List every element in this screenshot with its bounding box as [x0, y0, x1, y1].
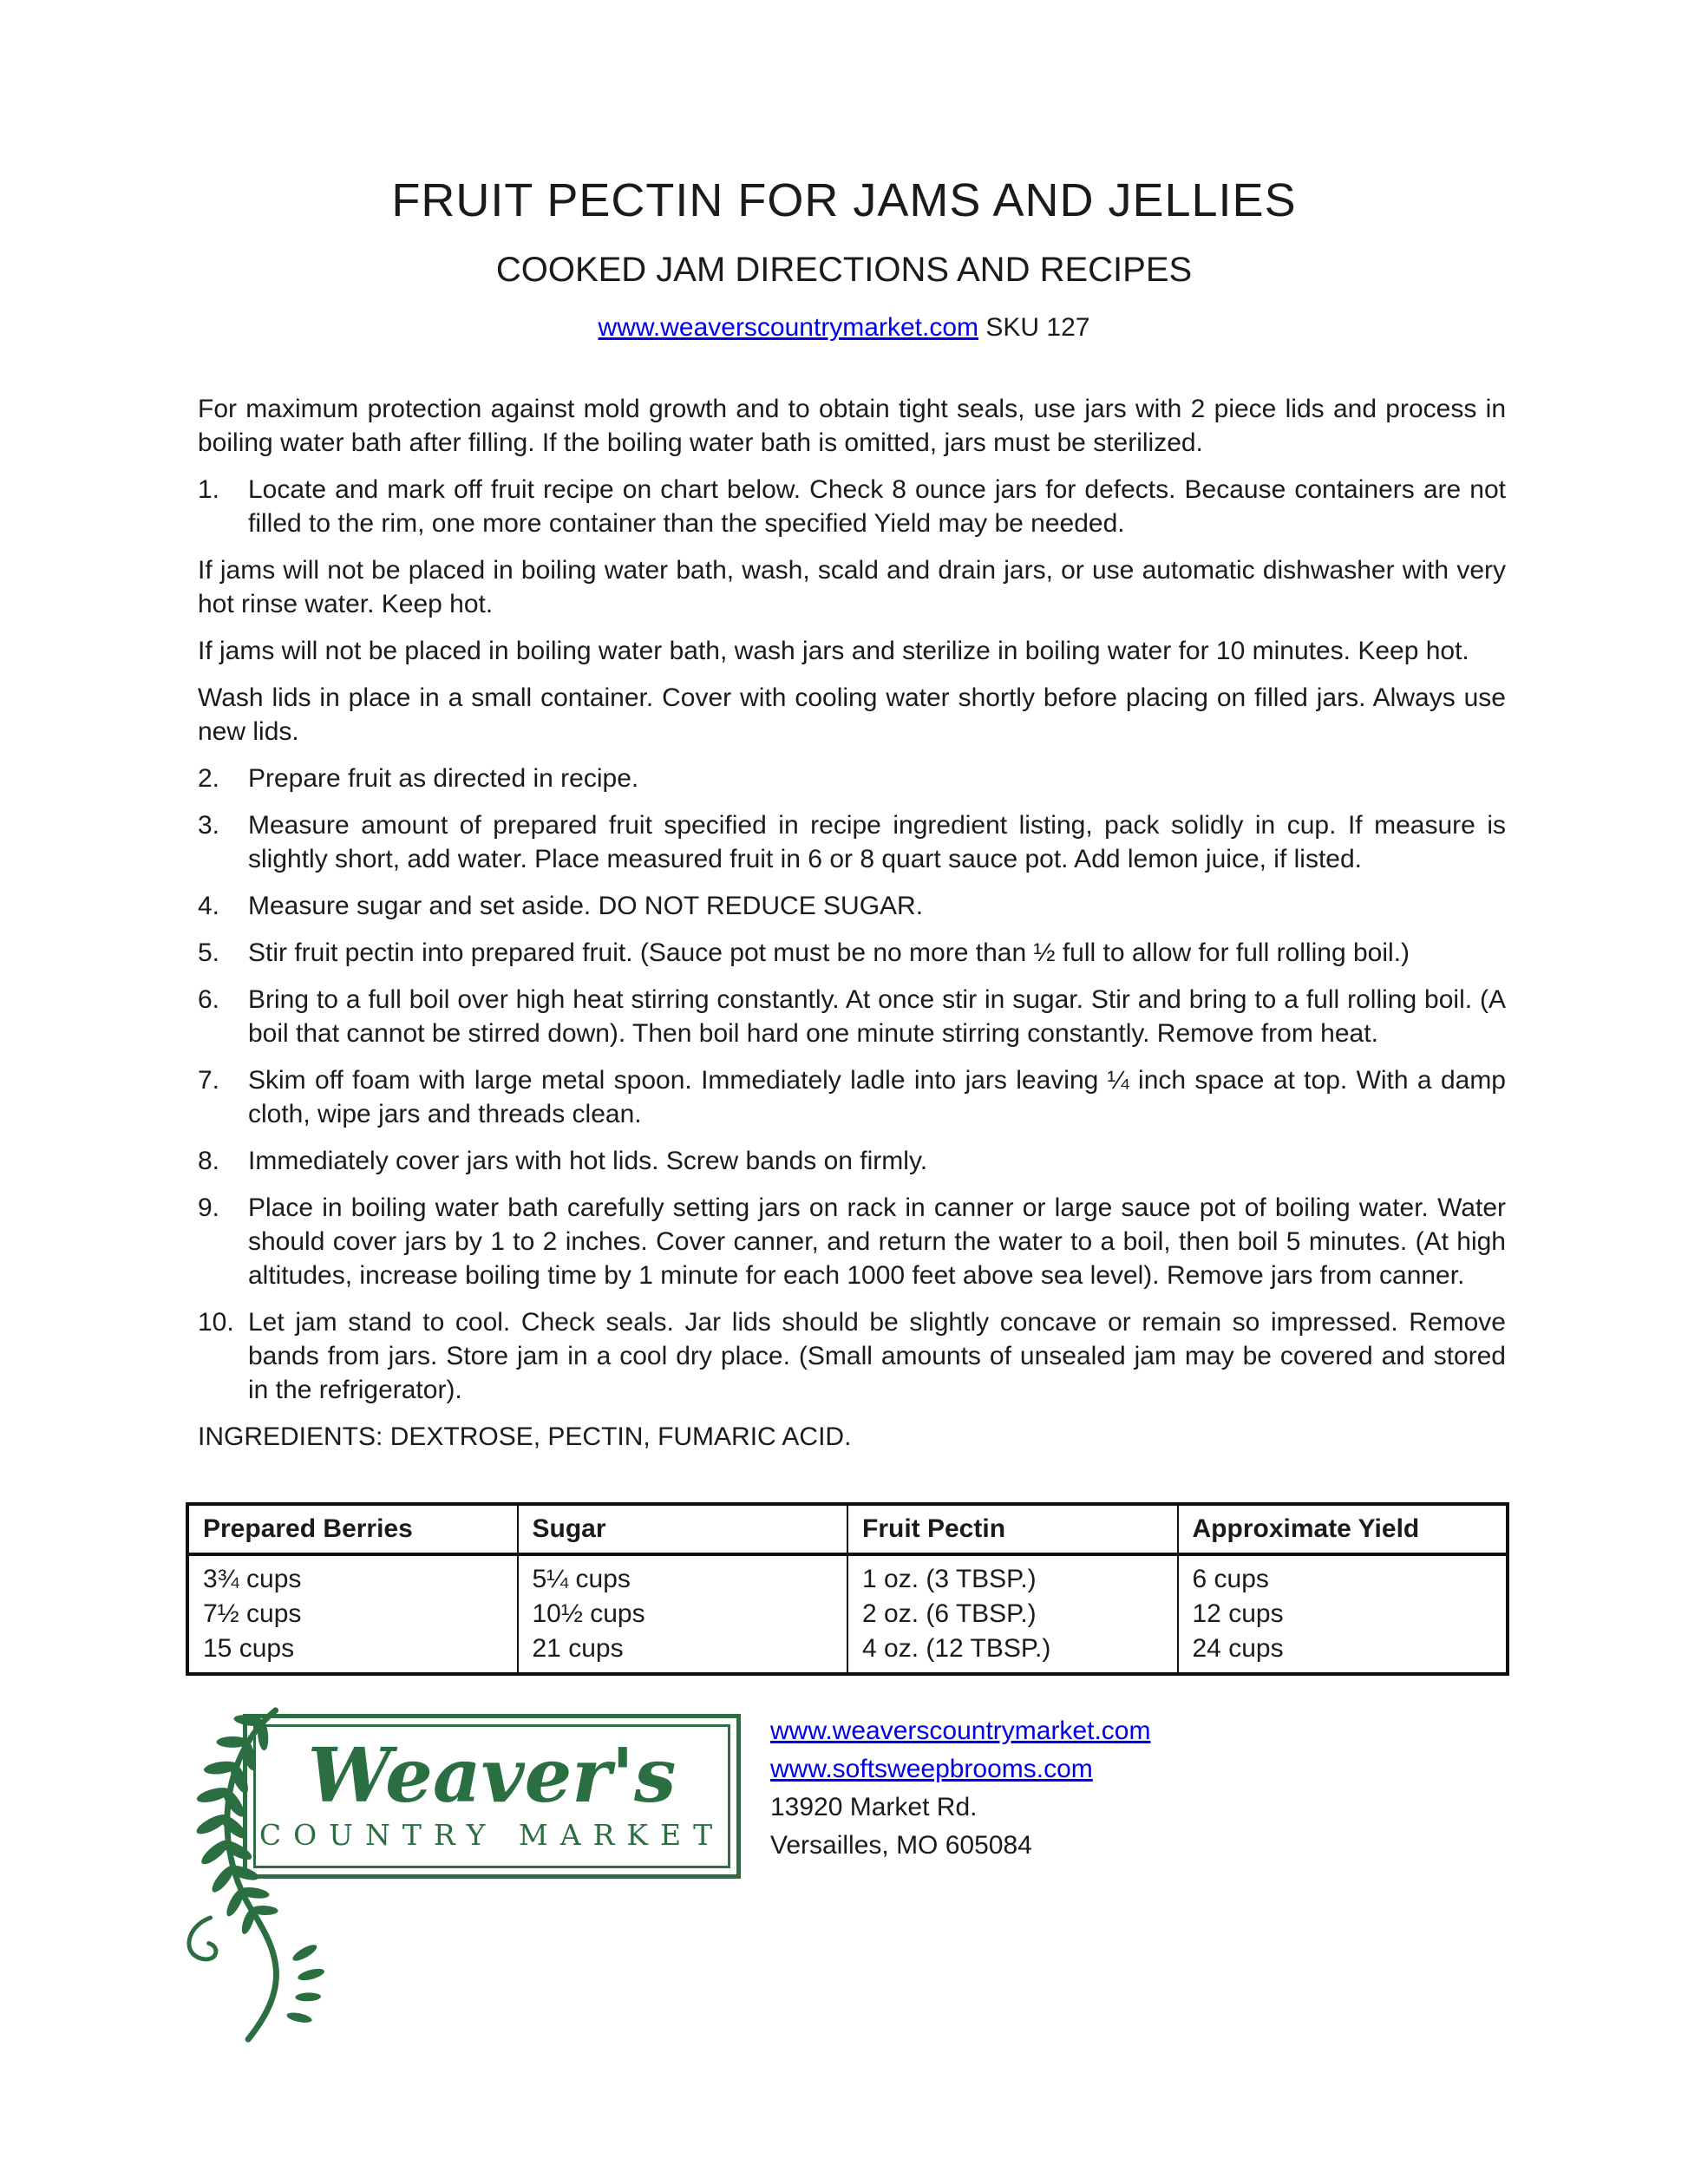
document-footer — [130, 1702, 1688, 2053]
numbered-step-1 — [198, 473, 1506, 540]
step-text: Stir fruit pectin into prepared fruit. (Sauce pot must be no more than ½ full to allow for full rolling boil.) — [248, 938, 1410, 968]
intro-paragraph: For maximum protection against mold growth and to obtain tight seals, use jars with 2 piece lids and process in boiling water bath after filling. If the boiling water bath is omitted, jars must be sterilized. — [198, 395, 1506, 458]
column-header-prepared-berries: Prepared Berries — [187, 1504, 518, 1554]
step-number: 2. — [198, 764, 220, 794]
table-row — [187, 1597, 1508, 1631]
numbered-step-9 — [198, 1191, 1506, 1292]
yield-table — [186, 1502, 1509, 1676]
table-cell: 12 cups — [1178, 1597, 1508, 1631]
address-line-city: Versailles, MO 605084 — [770, 1831, 1032, 1860]
step-number: 10. — [198, 1308, 234, 1337]
footer-contact-block — [770, 1702, 1150, 2053]
numbered-step-4 — [198, 889, 1506, 923]
numbered-step-6 — [198, 983, 1506, 1050]
numbered-step-8 — [198, 1144, 1506, 1178]
note-paragraph: If jams will not be placed in boiling water bath, wash jars and sterilize in boiling water for 10 minutes. Keep hot. — [198, 637, 1469, 666]
step-number: 5. — [198, 938, 220, 968]
table-cell: 3¾ cups — [203, 1565, 302, 1594]
footer-link-softsweep[interactable]: www.softsweepbrooms.com — [770, 1755, 1093, 1784]
table-cell: 15 cups — [203, 1634, 295, 1664]
column-header-sugar: Sugar — [518, 1504, 848, 1554]
numbered-step-3 — [198, 808, 1506, 876]
step-text: Immediately cover jars with hot lids. Screw bands on firmly. — [248, 1147, 928, 1176]
table-cell: 2 oz. (6 TBSP.) — [847, 1597, 1178, 1631]
step-number: 8. — [198, 1147, 220, 1176]
page-subtitle: COOKED JAM DIRECTIONS AND RECIPES — [495, 251, 1193, 290]
footer-link-weavers[interactable]: www.weaverscountrymarket.com — [770, 1716, 1151, 1746]
table-cell: 24 cups — [1178, 1631, 1508, 1674]
step-text: Place in boiling water bath carefully setting jars on rack in canner or large sauce pot of boiling water. Water should cover jars by 1 to 2 inches. Cover canner, and return the water to a boil, then boil 5 minutes. (At high altitudes, increase boiling time by 1 minute for each 1000 feet above sea level). Remove jars from canner. — [248, 1193, 1506, 1291]
step-number: 6. — [198, 985, 220, 1015]
table-cell: 4 oz. (12 TBSP.) — [847, 1631, 1178, 1674]
document-body — [198, 392, 1506, 1676]
table-cell: 6 cups — [1178, 1554, 1508, 1597]
header-link-line — [0, 312, 1688, 343]
step-text: Measure sugar and set aside. DO NOT REDUCE SUGAR. — [248, 892, 924, 921]
table-header-row — [187, 1504, 1508, 1554]
step-text: Bring to a full boil over high heat stirring constantly. At once stir in sugar. Stir and bring to a full rolling boil. (A boil that cannot be stirred down). Then boil hard one minute stirring constantly. Remove from heat. — [248, 985, 1506, 1049]
sku-label: SKU 127 — [985, 313, 1090, 343]
step-text: Skim off foam with large metal spoon. Immediately ladle into jars leaving ¼ inch space at top. With a damp cloth, wipe jars and threads clean. — [248, 1066, 1506, 1129]
header-website-link[interactable]: www.weaverscountrymarket.com — [598, 313, 979, 343]
step-text: Let jam stand to cool. Check seals. Jar lids should be slightly concave or remain so impressed. Remove bands from jars. Store jam in a cool dry place. (Small amounts of unsealed jam may be covered and stored in the refrigerator). — [248, 1308, 1506, 1405]
table-cell: 1 oz. (3 TBSP.) — [847, 1554, 1178, 1597]
step-text: Prepare fruit as directed in recipe. — [248, 764, 639, 794]
numbered-step-10 — [198, 1305, 1506, 1407]
note-paragraph: If jams will not be placed in boiling water bath, wash, scald and drain jars, or use automatic dishwasher with very hot rinse water. Keep hot. — [198, 556, 1506, 619]
address-line-street: 13920 Market Rd. — [770, 1793, 978, 1822]
table-cell: 10½ cups — [518, 1597, 848, 1631]
table-row — [187, 1631, 1508, 1674]
table-cell: 7½ cups — [203, 1599, 302, 1629]
logo-inner-frame — [253, 1724, 730, 1868]
numbered-step-2 — [198, 762, 1506, 795]
numbered-step-7 — [198, 1063, 1506, 1131]
page-title: FRUIT PECTIN FOR JAMS AND JELLIES — [391, 174, 1297, 226]
table-row — [187, 1554, 1508, 1597]
step-number: 1. — [198, 475, 220, 505]
step-text: Locate and mark off fruit recipe on chart below. Check 8 ounce jars for defects. Because containers are not filled to the rim, one more container than the specified Yield may be needed. — [248, 475, 1506, 539]
step-number: 3. — [198, 811, 220, 840]
step-number: 9. — [198, 1193, 220, 1223]
note-paragraph: Wash lids in place in a small container. Cover with cooling water shortly before placing on filled jars. Always use new lids. — [198, 683, 1506, 747]
step-text: Measure amount of prepared fruit specified in recipe ingredient listing, pack solidly in cup. If measure is slightly short, add water. Place measured fruit in 6 or 8 quart sauce pot. Add lemon juice, if listed. — [248, 811, 1506, 874]
weavers-logo — [130, 1702, 746, 2053]
logo-wordmark: Weaver's — [307, 1731, 677, 1820]
ingredients-line: INGREDIENTS: DEXTROSE, PECTIN, FUMARIC ACID. — [198, 1422, 852, 1452]
logo-subtext: COUNTRY MARKET — [258, 1818, 725, 1853]
table-cell: 5¼ cups — [518, 1554, 848, 1597]
document-header — [0, 0, 1688, 343]
numbered-step-5 — [198, 936, 1506, 970]
table-cell: 21 cups — [518, 1631, 848, 1674]
column-header-fruit-pectin: Fruit Pectin — [847, 1504, 1178, 1554]
logo-frame — [243, 1714, 741, 1879]
step-number: 7. — [198, 1066, 220, 1095]
step-number: 4. — [198, 892, 220, 921]
column-header-approximate-yield: Approximate Yield — [1178, 1504, 1508, 1554]
